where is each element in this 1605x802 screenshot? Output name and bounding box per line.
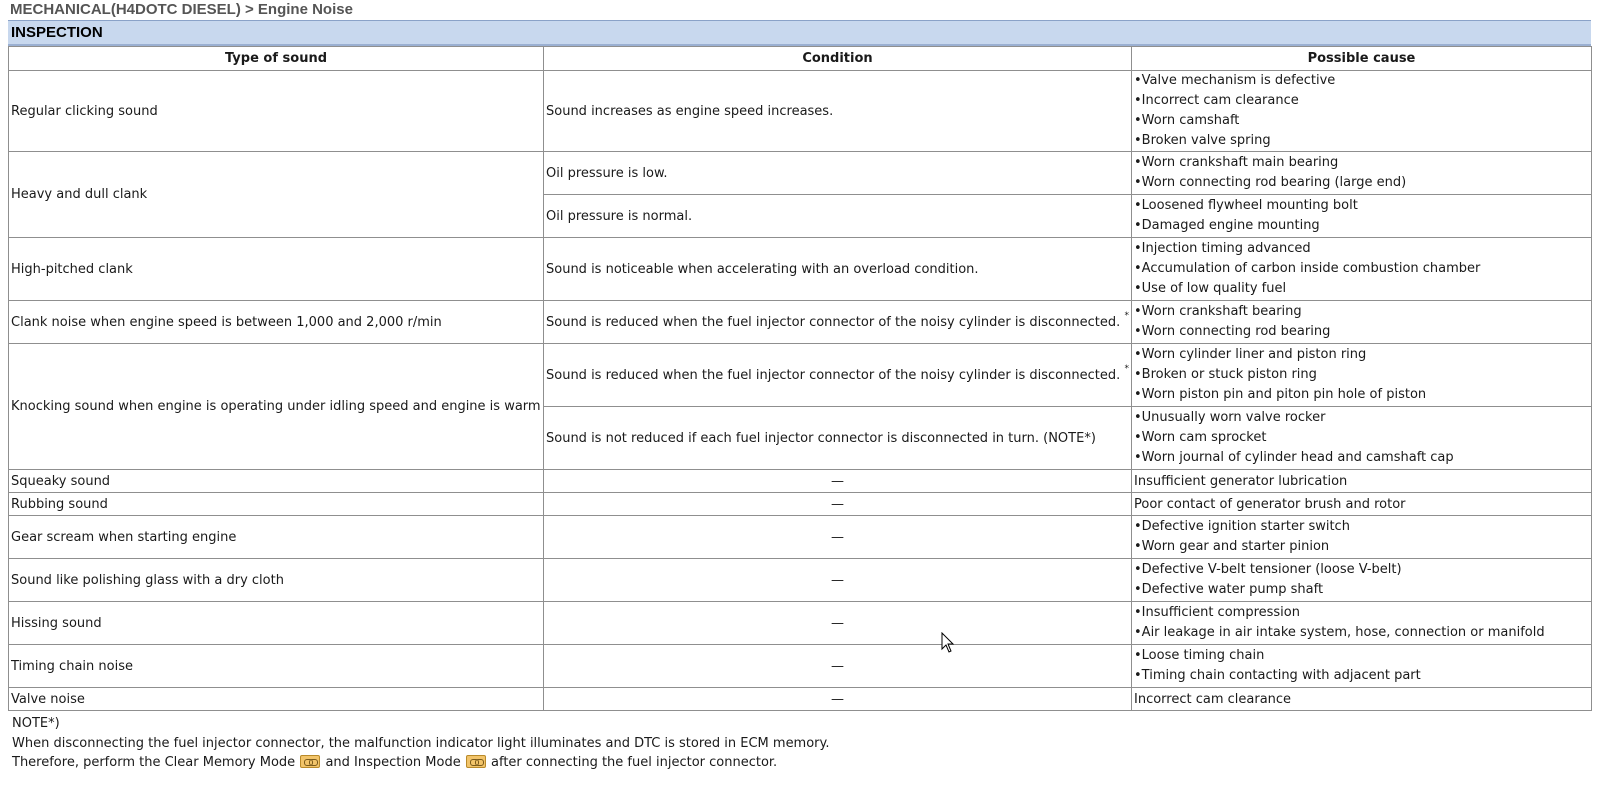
table-row: [9, 516, 1592, 559]
cause-item: • Worn journal of cylinder head and camshaft cap: [1134, 448, 1589, 468]
cause-cell: [1132, 516, 1592, 559]
type-cell: Heavy and dull clank: [9, 152, 544, 238]
table-row: [9, 602, 1592, 645]
header-condition: Condition: [544, 47, 1132, 71]
cause-list: [1134, 603, 1589, 643]
condition-cell: Sound is noticeable when accelerating with an overload condition.: [544, 238, 1132, 301]
inspection-mode-link-icon[interactable]: [466, 755, 486, 768]
cause-list: [1134, 71, 1589, 151]
cause-cell: [1132, 71, 1592, 152]
condition-cell: Oil pressure is normal.: [544, 195, 1132, 238]
cause-item: • Accumulation of carbon inside combustion chamber: [1134, 259, 1589, 279]
cause-item: • Loose timing chain: [1134, 646, 1589, 666]
note-text: and Inspection Mode: [325, 755, 461, 770]
condition-text: Sound is reduced when the fuel injector connector of the noisy cylinder is disconnected.: [546, 367, 1121, 383]
table-row: [9, 152, 1592, 195]
type-cell: Knocking sound when engine is operating under idling speed and engine is warm: [9, 344, 544, 470]
cause-item: • Use of low quality fuel: [1134, 279, 1589, 299]
table-row: [9, 493, 1592, 516]
cause-list: [1134, 239, 1589, 299]
section-title: INSPECTION: [8, 20, 1591, 46]
condition-cell: —: [544, 559, 1132, 602]
cause-item: • Loosened flywheel mounting bolt: [1134, 196, 1589, 216]
cause-cell: Insufficient generator lubrication: [1132, 470, 1592, 493]
cause-item: • Worn crankshaft main bearing: [1134, 153, 1589, 173]
inspection-table: [8, 46, 1592, 711]
type-cell: Rubbing sound: [9, 493, 544, 516]
note-text: Therefore, perform the Clear Memory Mode: [12, 755, 296, 770]
cause-item: • Worn cam sprocket: [1134, 428, 1589, 448]
cause-cell: Incorrect cam clearance: [1132, 688, 1592, 711]
cause-cell: Poor contact of generator brush and rotor: [1132, 493, 1592, 516]
condition-cell: [544, 344, 1132, 407]
type-cell: High-pitched clank: [9, 238, 544, 301]
note-line: When disconnecting the fuel injector connector, the malfunction indicator light illuminates and DTC is stored in ECM memory.: [12, 735, 830, 751]
condition-cell: Oil pressure is low.: [544, 152, 1132, 195]
type-cell: Timing chain noise: [9, 645, 544, 688]
condition-cell: Sound increases as engine speed increases.: [544, 71, 1132, 152]
cause-list: [1134, 196, 1589, 236]
cause-item: • Worn camshaft: [1134, 111, 1589, 131]
cause-item: • Worn connecting rod bearing (large end): [1134, 173, 1589, 193]
cause-cell: [1132, 602, 1592, 645]
cause-cell: [1132, 344, 1592, 407]
cause-item: • Air leakage in air intake system, hose, connection or manifold: [1134, 623, 1589, 643]
breadcrumb: MECHANICAL(H4DOTC DIESEL) > Engine Noise: [10, 1, 353, 18]
condition-cell: —: [544, 602, 1132, 645]
table-row: [9, 559, 1592, 602]
type-cell: Sound like polishing glass with a dry cloth: [9, 559, 544, 602]
cause-list: [1134, 345, 1589, 405]
cause-item: • Damaged engine mounting: [1134, 216, 1589, 236]
note-section: [12, 714, 1605, 773]
cause-item: • Incorrect cam clearance: [1134, 91, 1589, 111]
table-row: [9, 645, 1592, 688]
table-row: [9, 301, 1592, 344]
cause-cell: [1132, 407, 1592, 470]
cause-list: [1134, 302, 1589, 342]
cause-item: • Insufficient compression: [1134, 603, 1589, 623]
cause-item: • Broken or stuck piston ring: [1134, 365, 1589, 385]
cause-cell: [1132, 238, 1592, 301]
cause-item: • Broken valve spring: [1134, 131, 1589, 151]
cause-list: [1134, 153, 1589, 193]
cause-item: • Worn cylinder liner and piston ring: [1134, 345, 1589, 365]
condition-cell: —: [544, 516, 1132, 559]
type-cell: Valve noise: [9, 688, 544, 711]
type-cell: Clank noise when engine speed is between 1,000 and 2,000 r/min: [9, 301, 544, 344]
cause-list: [1134, 408, 1589, 468]
note-title: NOTE*): [12, 716, 60, 731]
cause-list: [1134, 646, 1589, 686]
type-cell: Hissing sound: [9, 602, 544, 645]
table-row: [9, 344, 1592, 407]
table-row: [9, 71, 1592, 152]
table-header-row: [9, 47, 1592, 71]
cause-cell: [1132, 559, 1592, 602]
clear-memory-mode-link-icon[interactable]: [300, 755, 320, 768]
cause-cell: [1132, 645, 1592, 688]
cause-item: • Worn piston pin and piton pin hole of piston: [1134, 385, 1589, 405]
type-cell: Regular clicking sound: [9, 71, 544, 152]
cause-item: • Worn crankshaft bearing: [1134, 302, 1589, 322]
cause-item: • Valve mechanism is defective: [1134, 71, 1589, 91]
condition-cell: [544, 301, 1132, 344]
type-cell: Squeaky sound: [9, 470, 544, 493]
cause-item: • Defective water pump shaft: [1134, 580, 1589, 600]
cause-cell: [1132, 195, 1592, 238]
cause-cell: [1132, 301, 1592, 344]
asterisk-mark: *: [1124, 364, 1129, 374]
condition-cell: —: [544, 688, 1132, 711]
cause-item: • Timing chain contacting with adjacent part: [1134, 666, 1589, 686]
asterisk-mark: *: [1124, 311, 1129, 321]
cause-item: • Worn gear and starter pinion: [1134, 537, 1589, 557]
cause-item: • Injection timing advanced: [1134, 239, 1589, 259]
note-line: [12, 753, 1605, 773]
table-row: [9, 470, 1592, 493]
condition-cell: —: [544, 470, 1132, 493]
cause-item: • Worn connecting rod bearing: [1134, 322, 1589, 342]
condition-cell: Sound is not reduced if each fuel injector connector is disconnected in turn. (NOTE*): [544, 407, 1132, 470]
header-type-of-sound: Type of sound: [9, 47, 544, 71]
condition-cell: —: [544, 645, 1132, 688]
table-row: [9, 238, 1592, 301]
header-possible-cause: Possible cause: [1132, 47, 1592, 71]
type-cell: Gear scream when starting engine: [9, 516, 544, 559]
cause-item: • Defective V-belt tensioner (loose V-belt): [1134, 560, 1589, 580]
cause-item: • Defective ignition starter switch: [1134, 517, 1589, 537]
condition-cell: —: [544, 493, 1132, 516]
mouse-pointer-icon: [941, 632, 955, 654]
cause-item: • Unusually worn valve rocker: [1134, 408, 1589, 428]
cause-list: [1134, 560, 1589, 600]
note-text: after connecting the fuel injector connector.: [491, 755, 778, 770]
cause-list: [1134, 517, 1589, 557]
table-row: [9, 688, 1592, 711]
condition-text: Sound is reduced when the fuel injector connector of the noisy cylinder is disconnected.: [546, 314, 1121, 330]
cause-cell: [1132, 152, 1592, 195]
